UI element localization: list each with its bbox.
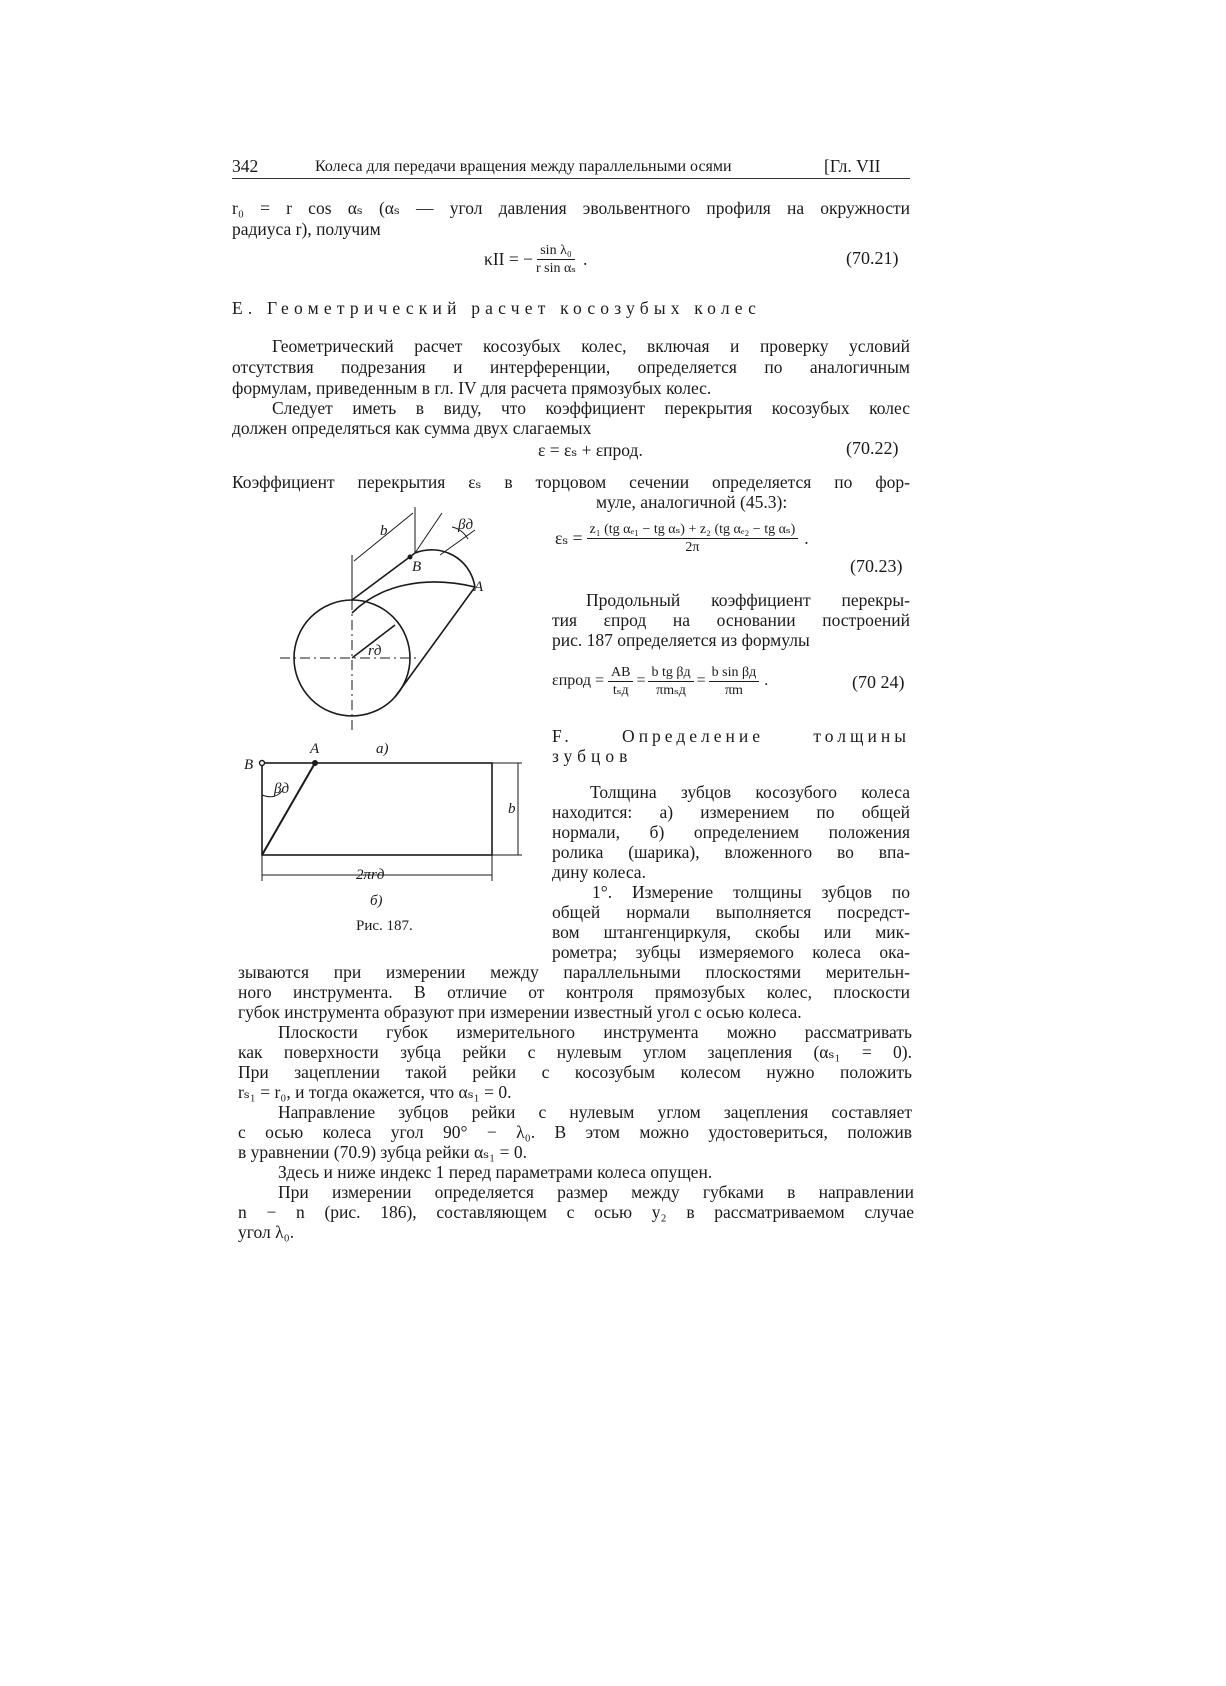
eq-70-22-number: (70.22)	[846, 438, 899, 458]
para11-line-1: При измерении определяется размер между губками в направлении	[278, 1182, 914, 1202]
para6-line-2: общей нормали выполняется посредст-	[552, 902, 910, 922]
para5-line-4: ролика (шарика), вложенного во впа-	[552, 842, 910, 862]
page-number: 342	[232, 156, 259, 176]
eq-70-24-f1-den: tₛд	[612, 682, 629, 698]
label-sub-a: a)	[376, 741, 389, 757]
eq-70-21-numerator: sin λ₀	[537, 242, 575, 260]
eq-70-24-fraction-1	[608, 664, 633, 699]
para5-line-2: находится: а) измерением по общей	[552, 802, 910, 822]
label-point-A: A	[474, 579, 484, 595]
eq-70-21-tail: .	[583, 248, 588, 269]
label-radius: rд	[368, 643, 382, 659]
para9-line-3: в уравнении (70.9) зубца рейки αₛ₁ = 0.	[238, 1142, 527, 1162]
point-rect-A-dot	[312, 760, 318, 766]
eq-70-21-fraction	[533, 242, 579, 277]
section-e-title: Е. Геометрический расчет косозубых колес	[232, 298, 762, 318]
eq-70-24-lhs: εпрод =	[552, 672, 604, 689]
para5-line-5: дину колеса.	[552, 862, 646, 882]
development-rect	[262, 763, 492, 855]
para7-line-1: зываются при измерении между параллельными плоскостями мерительн-	[238, 962, 910, 982]
label-sub-b: б)	[370, 893, 383, 909]
para6-line-1: 1°. Измерение толщины зубцов по	[592, 882, 910, 902]
para5-line-1: Толщина зубцов косозубого колеса	[590, 782, 910, 802]
intro-line-2: радиуса r), получим	[232, 219, 381, 239]
para6-line-3: вом штангенциркуля, скобы или мик-	[552, 922, 910, 942]
eq-70-23-denominator: 2π	[685, 539, 700, 555]
figure-187	[230, 495, 540, 915]
section-f-line-1: F. Определение толщины	[552, 726, 910, 746]
eq-70-24-f2-num: b tg βд	[648, 664, 693, 682]
para3-line-1: Коэффициент перекрытия εₛ в торцовом сечении определяется по фор-	[232, 472, 910, 492]
para4-line-3: рис. 187 определяется из формулы	[552, 630, 810, 650]
label-rect-b: b	[508, 801, 516, 817]
eq-70-23-fraction	[587, 521, 799, 556]
section-f-line-2: зубцов	[552, 746, 633, 766]
eq-70-23-tail: .	[804, 527, 809, 548]
para1-line-3: формулам, приведенным в гл. IV для расчета прямозубых колес.	[232, 378, 712, 398]
para4-line-1: Продольный коэффициент перекры-	[586, 590, 910, 610]
label-rect-B: B	[244, 757, 254, 773]
eq-70-23-numerator: z₁ (tg αₑ₁ − tg αₛ) + z₂ (tg αₑ₂ − tg αₛ)	[587, 521, 799, 539]
eq-70-21-denominator: r sin αₛ	[535, 260, 577, 276]
para1-line-2: отсутствия подрезания и интерференции, определяется по аналогичным	[232, 357, 910, 377]
para7-line-3: губок инструмента образуют при измерении известный угол с осью колеса.	[238, 1002, 802, 1022]
development-diagonal	[262, 763, 315, 855]
para9-line-2: с осью колеса угол 90° − λ₀. В этом можно удостовериться, положив	[238, 1122, 912, 1142]
eq-70-23-lhs: εₛ =	[555, 527, 583, 548]
cylinder-top-edge	[352, 553, 415, 600]
equation-70-23	[555, 518, 809, 558]
chapter-label: [Гл. VII	[824, 156, 881, 176]
eq-70-24-number: (70 24)	[852, 672, 905, 692]
para5-line-3: нормали, б) определением положения	[552, 822, 910, 842]
intro-line-1: r₀ = r cos αₛ (αₛ — угол давления эвольвентного профиля на окружности	[232, 198, 910, 218]
para8-line-3: При зацеплении такой рейки с косозубым колесом нужно положить	[238, 1062, 912, 1082]
equation-70-21	[484, 238, 587, 280]
eq-70-24-f3-num: b sin βд	[709, 664, 760, 682]
equation-70-24	[552, 660, 768, 702]
label-rect-A: A	[310, 741, 320, 757]
running-title: Колеса для передачи вращения между параллельными осями	[315, 158, 732, 175]
para3-line-2: муле, аналогичной (45.3):	[596, 492, 788, 512]
eq-70-21-lhs: κII = −	[484, 248, 533, 269]
para1-line-1: Геометрический расчет косозубых колес, включая и проверку условий	[272, 336, 910, 356]
label-beta-top: βд	[458, 517, 474, 533]
label-rect-beta: βд	[274, 781, 290, 797]
para8-line-4: rₛ₁ = r₀, и тогда окажется, что αₛ₁ = 0.	[238, 1082, 512, 1102]
eq-70-21-number: (70.21)	[846, 248, 899, 268]
eq-70-24-fraction-2	[648, 664, 693, 699]
eq-70-24-f2-den: πmₛд	[656, 682, 686, 698]
eq-70-24-f3-den: πm	[724, 682, 743, 698]
eq-70-24-f1-num: AB	[608, 664, 633, 682]
para2-line-2: должен определяться как сумма двух слагаемых	[232, 418, 592, 438]
para10-line-1: Здесь и ниже индекс 1 перед параметрами колеса опущен.	[278, 1162, 713, 1182]
equation-70-22: ε = εₛ + εпрод.	[538, 440, 643, 460]
para11-line-2: n − n (рис. 186), составляющем с осью y₂ в рассматриваемом случае	[238, 1202, 914, 1222]
eq-70-24-tail: .	[764, 672, 769, 689]
para9-line-1: Направление зубцов рейки с нулевым углом зацепления составляет	[278, 1102, 912, 1122]
label-rect-width: 2πrд	[356, 867, 385, 883]
beta-line-2	[440, 530, 475, 555]
eq-70-23-number: (70.23)	[850, 556, 903, 576]
para6-line-4: рометра; зубцы измеряемого колеса ока-	[552, 942, 910, 962]
point-rect-B-dot	[260, 761, 265, 766]
para4-line-2: тия εпрод на основании построений	[552, 610, 910, 630]
para11-line-3: угол λ₀.	[238, 1222, 295, 1242]
header-rule	[232, 178, 910, 179]
label-b-top: b	[380, 523, 388, 539]
para7-line-2: ного инструмента. В отличие от контроля прямозубых колес, плоскости	[238, 982, 910, 1002]
para8-line-1: Плоскости губок измерительного инструмента можно рассматривать	[278, 1022, 912, 1042]
eq-70-24-eq1: =	[636, 672, 646, 689]
para8-line-2: как поверхности зубца рейки с нулевым углом зацепления (αₛ₁ = 0).	[238, 1042, 912, 1062]
eq-70-24-eq2: =	[696, 672, 706, 689]
label-point-B: B	[412, 559, 422, 575]
beta-line-1	[415, 513, 442, 553]
para2-line-1: Следует иметь в виду, что коэффициент перекрытия косозубых колес	[272, 398, 910, 418]
figure-caption: Рис. 187.	[356, 918, 413, 934]
eq-70-24-fraction-3	[709, 664, 760, 699]
cylinder-back-arc	[415, 550, 475, 587]
